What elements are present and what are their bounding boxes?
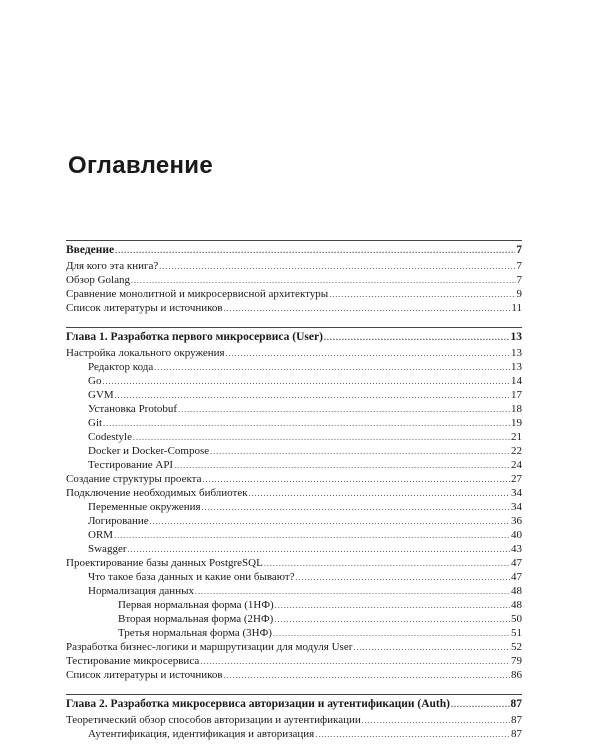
toc-entry-label: Глава 1. Разработка первого микросервиса (User) xyxy=(66,331,323,343)
toc-entry[interactable] xyxy=(66,430,522,444)
toc-entry[interactable] xyxy=(66,416,522,430)
toc-entry-label: Переменные окружения xyxy=(88,501,201,513)
toc-entry-label: Swagger xyxy=(88,543,127,555)
toc-entry-label: Сравнение монолитной и микросервисной архитектуры xyxy=(66,288,329,300)
toc-entry-page: 87 xyxy=(510,698,522,710)
toc-entry[interactable] xyxy=(66,626,522,640)
toc-entry[interactable] xyxy=(66,402,522,416)
toc-entry-page: 87 xyxy=(511,728,522,740)
toc-entry[interactable] xyxy=(66,458,522,472)
toc-entry-label: Создание структуры проекта xyxy=(66,473,202,485)
toc-entry-page: 13 xyxy=(511,361,522,373)
toc-entry-page: 40 xyxy=(511,529,522,541)
toc-entry-page: 47 xyxy=(511,571,522,583)
toc-entry-page: 79 xyxy=(511,655,522,667)
toc-entry-page: 14 xyxy=(511,375,522,387)
toc-section-intro xyxy=(66,241,522,315)
table-of-contents xyxy=(66,240,522,753)
toc-entry-label: Обзор Golang xyxy=(66,274,130,286)
toc-entry[interactable] xyxy=(66,556,522,570)
toc-entry-label: Тестирование API xyxy=(88,459,174,471)
toc-entry-label: Проектирование базы данных PostgreSQL xyxy=(66,557,263,569)
toc-entry-page: 24 xyxy=(511,459,522,471)
toc-entry-page: 9 xyxy=(516,288,522,300)
toc-entry-label: Go xyxy=(88,375,102,387)
toc-entry[interactable] xyxy=(66,654,522,668)
toc-entry-page: 48 xyxy=(511,599,522,611)
toc-entry-label: Логирование xyxy=(88,515,149,527)
toc-entry-label: Редактор кода xyxy=(88,361,154,373)
toc-entry[interactable] xyxy=(66,528,522,542)
toc-entry-page: 7 xyxy=(516,274,522,286)
toc-entry[interactable] xyxy=(66,360,522,374)
toc-entry-label: Тестирование микросервиса xyxy=(66,655,200,667)
toc-entry[interactable] xyxy=(66,612,522,626)
toc-entry-label: Git xyxy=(88,417,103,429)
toc-entry[interactable] xyxy=(66,486,522,500)
toc-entry[interactable] xyxy=(66,346,522,360)
toc-entry-label: Список литературы и источников xyxy=(66,669,223,681)
toc-entry-page: 22 xyxy=(511,445,522,457)
toc-entry-label: Настройка локального окружения xyxy=(66,347,225,359)
toc-heading-intro[interactable] xyxy=(66,241,522,259)
toc-entry-page: 7 xyxy=(516,260,522,272)
toc-entry-page: 13 xyxy=(510,331,522,343)
toc-entry-page: 13 xyxy=(511,347,522,359)
toc-heading-chapter-1[interactable] xyxy=(66,328,522,346)
toc-entry[interactable] xyxy=(66,668,522,682)
toc-entry[interactable] xyxy=(66,500,522,514)
toc-entry-label: GVM xyxy=(88,389,114,401)
toc-entry-label: Разработка бизнес-логики и маршрутизации для модуля User xyxy=(66,641,353,653)
toc-entry-page: 34 xyxy=(511,487,522,499)
toc-entry[interactable] xyxy=(66,584,522,598)
toc-entry-label: Первая нормальная форма (1НФ) xyxy=(118,599,274,611)
toc-entry-label: Нормализация данных xyxy=(88,585,194,597)
toc-entry[interactable] xyxy=(66,472,522,486)
toc-entry-page: 34 xyxy=(511,501,522,513)
page-title: Оглавление xyxy=(68,152,213,179)
toc-entry[interactable] xyxy=(66,259,522,273)
toc-entry[interactable] xyxy=(66,598,522,612)
toc-entry-page: 43 xyxy=(511,543,522,555)
toc-entry-page: 21 xyxy=(511,431,522,443)
toc-entry-label: Codestyle xyxy=(88,431,132,443)
toc-entry-label: Теоретический обзор способов авторизации и аутентификации xyxy=(66,714,361,726)
toc-entry[interactable] xyxy=(66,273,522,287)
toc-entry-page: 87 xyxy=(511,714,522,726)
toc-entry-label: Docker и Docker-Compose xyxy=(88,445,210,457)
toc-entry[interactable] xyxy=(66,713,522,727)
toc-entry-page: 17 xyxy=(511,389,522,401)
toc-entry-page: 52 xyxy=(511,641,522,653)
toc-entry[interactable] xyxy=(66,570,522,584)
toc-entry[interactable] xyxy=(66,727,522,741)
toc-entry[interactable] xyxy=(66,374,522,388)
toc-entry-label: Установка Protobuf xyxy=(88,403,178,415)
toc-section-chapter-1 xyxy=(66,328,522,682)
toc-entry[interactable] xyxy=(66,640,522,654)
toc-entry[interactable] xyxy=(66,388,522,402)
toc-entry-label: ORM xyxy=(88,529,114,541)
toc-entry-page: 36 xyxy=(511,515,522,527)
toc-entry-page: 7 xyxy=(516,244,522,256)
toc-entry-page: 19 xyxy=(511,417,522,429)
toc-entry-label: Список литературы и источников xyxy=(66,302,223,314)
toc-entry-page: 11 xyxy=(511,302,522,314)
toc-entry[interactable] xyxy=(66,542,522,556)
toc-entry-label: Что такое база данных и какие они бывают? xyxy=(88,571,295,583)
toc-entry-page: 51 xyxy=(511,627,522,639)
toc-entry-label: Третья нормальная форма (3НФ) xyxy=(118,627,272,639)
toc-entry-label: Введение xyxy=(66,244,115,256)
toc-entry-label: Вторая нормальная форма (2НФ) xyxy=(118,613,274,625)
toc-entry-label: Для кого эта книга? xyxy=(66,260,159,272)
toc-entry-page: 47 xyxy=(511,557,522,569)
toc-section-chapter-2 xyxy=(66,695,522,741)
toc-entry-page: 86 xyxy=(511,669,522,681)
toc-entry-page: 48 xyxy=(511,585,522,597)
toc-entry[interactable] xyxy=(66,514,522,528)
toc-entry-label: Подключение необходимых библиотек xyxy=(66,487,248,499)
toc-entry-label: Глава 2. Разработка микросервиса авторизации и аутентификации (Auth) xyxy=(66,698,450,710)
toc-heading-chapter-2[interactable] xyxy=(66,695,522,713)
toc-entry-page: 27 xyxy=(511,473,522,485)
toc-entry-page: 18 xyxy=(511,403,522,415)
toc-entry[interactable] xyxy=(66,301,522,315)
toc-entry-label: Аутентификация, идентификация и авторизация xyxy=(88,728,315,740)
toc-entry[interactable] xyxy=(66,444,522,458)
toc-entry-page: 50 xyxy=(511,613,522,625)
toc-entry[interactable] xyxy=(66,287,522,301)
